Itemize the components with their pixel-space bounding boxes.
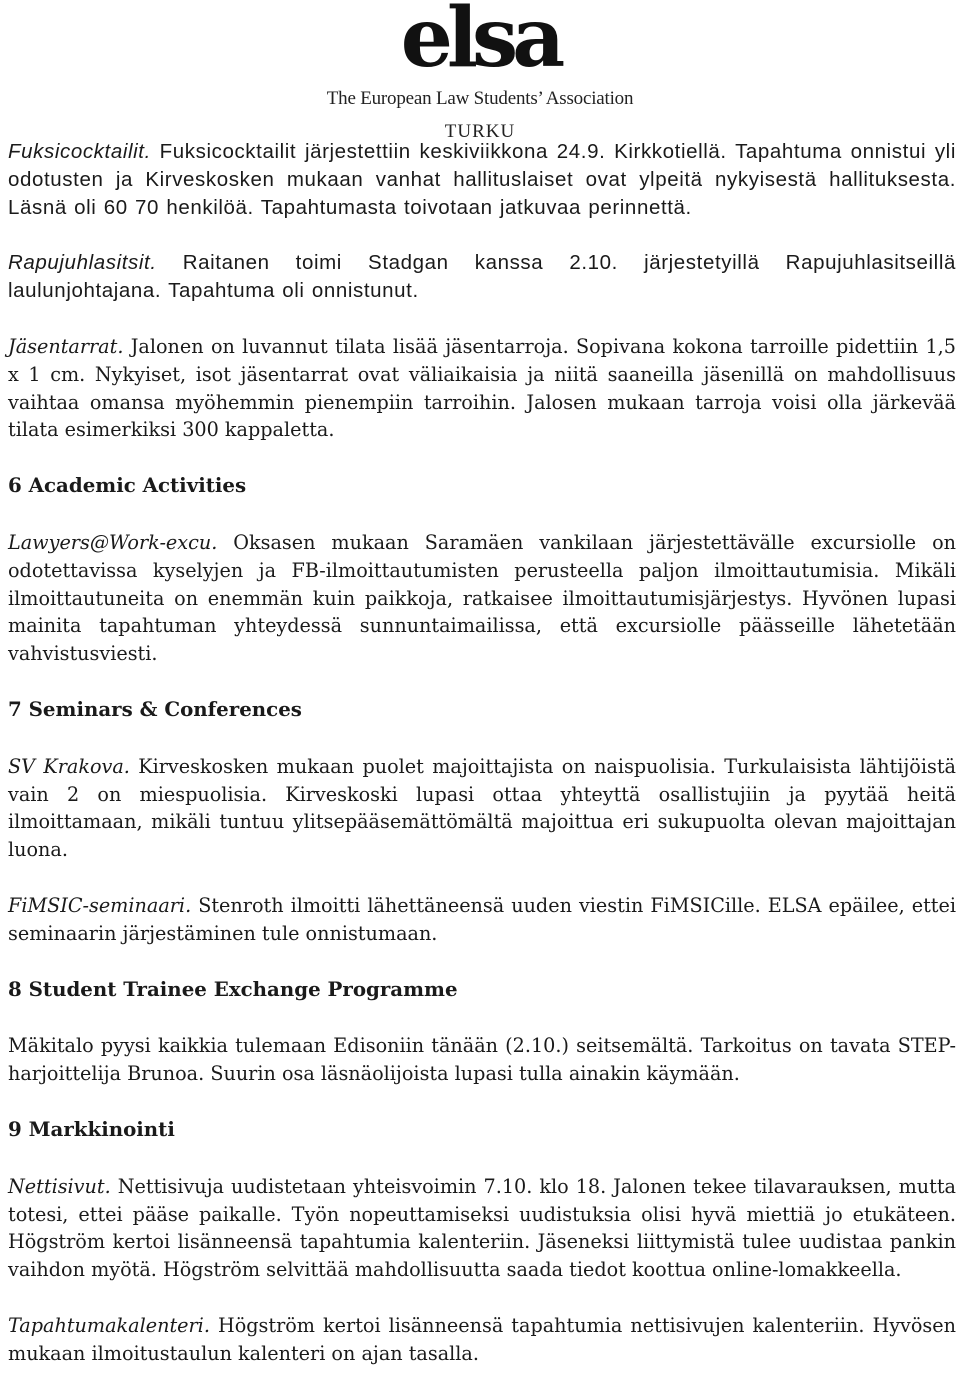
paragraph — [8, 249, 956, 305]
paragraph-term: Tapahtumakalenteri. — [8, 1313, 210, 1337]
paragraph — [8, 138, 956, 221]
paragraph-text: Raitanen toimi Stadgan kanssa 2.10. järjestetyillä Rapujuhlasitseillä laulunjohtajana. Tapahtuma oli onnistunut. — [8, 251, 956, 303]
paragraph — [8, 753, 956, 864]
document-body — [8, 138, 956, 1396]
paragraph-text: Stenroth ilmoitti lähettäneensä uuden viestin FiMSICille. ELSA epäilee, ettei seminaarin järjestäminen tule onnistumaan. — [8, 893, 956, 945]
paragraph — [8, 333, 956, 444]
paragraph-text: Nettisivuja uudistetaan yhteisvoimin 7.10. klo 18. Jalonen tekee tilavarauksen, mutta totesi, ettei pääse paikalle. Työn nopeuttamiseksi uudistuksia olisi hyvä miettiä jo etukäteen. Högström kertoi lisänneensä tapahtumia kalenteriin. Jäseneksi liittymistä tulee uudistaa pankin vaihdon myötä. Högström selvittää mahdollisuutta saada tiedot koottua online-lomakkeella. — [8, 1174, 956, 1282]
paragraph-term: SV Krakova. — [8, 754, 130, 778]
section-heading — [8, 976, 956, 1004]
paragraph-text: Högström kertoi lisänneensä tapahtumia nettisivujen kalenteriin. Hyvösen mukaan ilmoitustaulun kalenteri on ajan tasalla. — [8, 1313, 956, 1365]
section-heading — [8, 1116, 956, 1144]
section-heading-text: 6 Academic Activities — [8, 473, 247, 498]
paragraph — [8, 1312, 956, 1368]
section-heading-text: 7 Seminars & Conferences — [8, 696, 302, 721]
paragraph-term: Rapujuhlasitsit. — [8, 251, 157, 275]
paragraph-text: Fuksicocktailit järjestettiin keskiviikkona 24.9. Kirkkotiellä. Tapahtuma onnistui yli odotusten ja Kirveskosken mukaan vanhat hallituslaiset ovat ylpeitä nykyisestä hallituksesta. Läsnä oli 60 70 henkilöä. Tapahtumasta toivotaan jatkuvaa perinnettä. — [8, 140, 956, 219]
logo-tagline: The European Law Students’ Association — [326, 88, 634, 109]
elsa-wordmark — [400, 0, 560, 86]
paragraph-term: Jäsentarrat. — [8, 334, 124, 358]
paragraph — [8, 1173, 956, 1284]
paragraph — [8, 892, 956, 948]
section-heading — [8, 696, 956, 724]
logo-city: TURKU — [444, 121, 516, 142]
paragraph-text: Jalonen on luvannut tilata lisää jäsentarroja. Sopivana kokona tarroille pidettiin 1,5 x 1 cm. Nykyiset, isot jäsentarrat ovat väliaikaisia ja niitä saaneilla jäsenillä on mahdollisuus vaihtaa omansa myöhemmin pienempiin tarroihin. Jalosen mukaan tarroja voisi olla järkevää tilata esimerkiksi 300 kappaletta. — [8, 334, 956, 442]
paragraph-term: Fuksicocktailit. — [8, 140, 151, 163]
paragraph-text: Mäkitalo pyysi kaikkia tulemaan Edisoniin tänään (2.10.) seitsemältä. Tarkoitus on tavata STEP-harjoittelija Brunoa. Suurin osa läsnäolijoista lupasi tulla ainakin käymään. — [8, 1034, 956, 1086]
paragraph-term: Nettisivut. — [8, 1174, 111, 1198]
paragraph — [8, 1032, 956, 1088]
paragraph-term: Lawyers@Work-excu. — [8, 530, 218, 554]
paragraph-term: FiMSIC-seminaari. — [8, 893, 192, 917]
elsa-wordmark-text: elsa — [400, 0, 560, 86]
paragraph — [8, 529, 956, 668]
elsa-turku-logo — [0, 0, 960, 140]
paragraph-text: Kirveskosken mukaan puolet majoittajista on naispuolisia. Turkulaisista lähtijöistä vain 2 on miespuolisia. Kirveskoski lupasi ottaa yhteyttä osallistujiin ja pyytää heitä ilmoittamaan, mikäli tuntuu ylitsepääsemättömältä majoittua eri sukupuolta olevan majoittajan luona. — [8, 754, 956, 862]
section-heading-text: 9 Markkinointi — [8, 1116, 175, 1141]
section-heading — [8, 472, 956, 500]
paragraph-text: Oksasen mukaan Saramäen vankilaan järjestettävälle excursiolle on odotettavissa kyselyjen ja FB-ilmoittautumisten perusteella paljon ilmoittautumisia. Mikäli ilmoittautuneita on enemmän kuin paikkoja, ratkaisee ilmoittautumisjärjestys. Hyvönen lupasi mainita tapahtuman yhteydessä sunnuntaimailissa, että excursiolle päässeille lähetetään vahvistusviesti. — [8, 530, 956, 666]
section-heading-text: 8 Student Trainee Exchange Programme — [8, 976, 458, 1001]
